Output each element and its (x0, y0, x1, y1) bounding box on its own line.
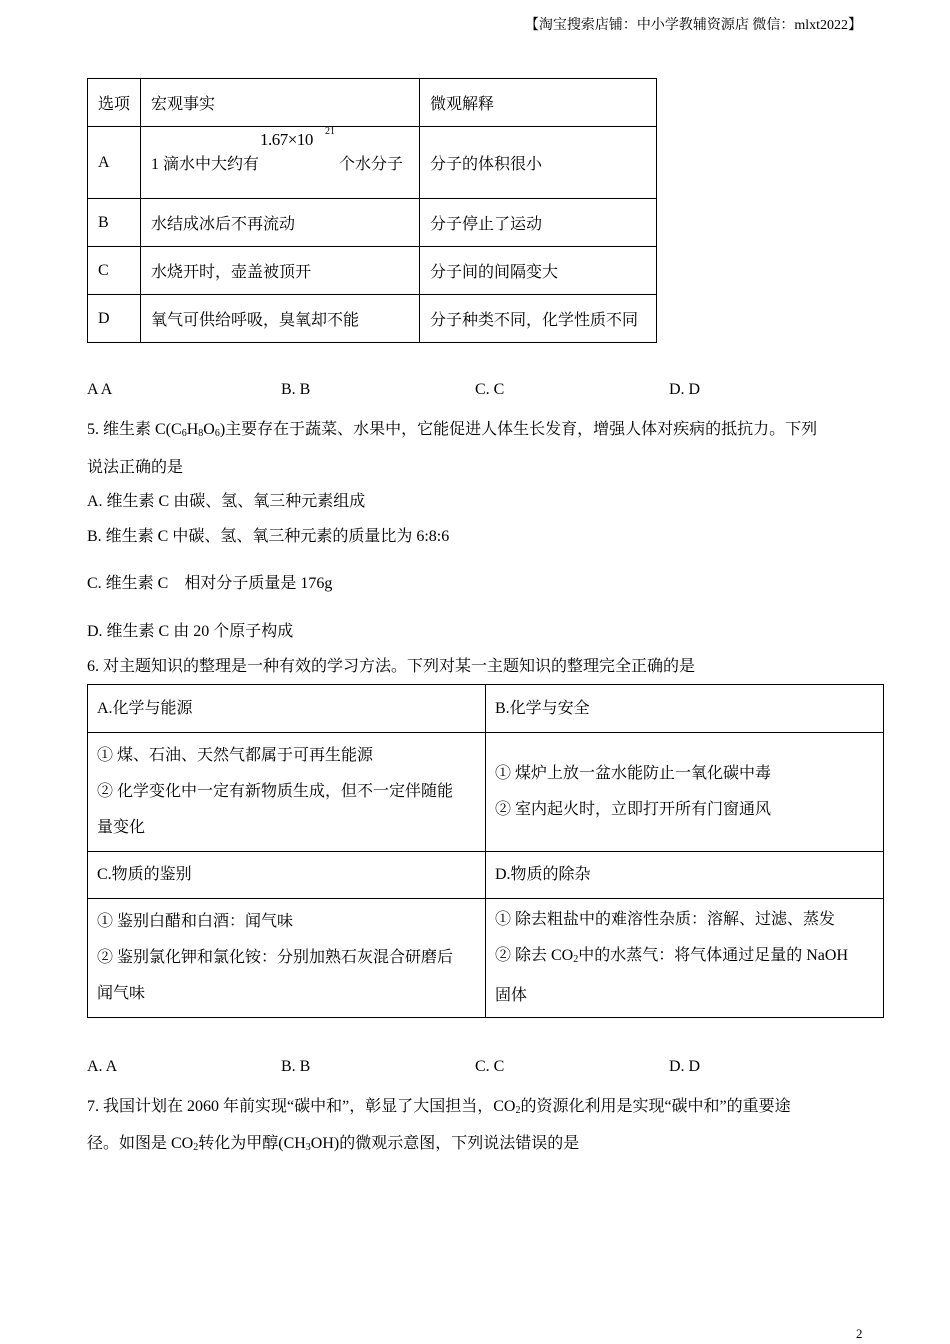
b-item2: ② 室内起火时，立即打开所有门窗通风 (495, 801, 772, 818)
option-cell: B (88, 199, 141, 247)
header-option: 选项 (88, 79, 141, 127)
subscript: 3 (305, 1142, 311, 1153)
c-item2-line2: 闻气味 (97, 985, 146, 1002)
subscript: 2 (573, 954, 579, 965)
page-number: 2 (856, 1326, 863, 1341)
q6-table (87, 684, 884, 1018)
q6-option-d: D. D (669, 1058, 701, 1075)
d-content (486, 899, 884, 1018)
number-exponent: 21 (325, 126, 336, 137)
table-row (88, 685, 884, 733)
explanation-cell: 分子间的间隔变大 (420, 247, 657, 295)
b-title: B.化学与安全 (486, 685, 884, 733)
table-row (88, 79, 657, 127)
fact-cell (141, 127, 420, 199)
option-cell: A (88, 127, 141, 199)
table-row (88, 852, 884, 899)
subscript: 6 (214, 428, 220, 439)
q7-l1-prefix: 7. 我国计划在 2060 年前实现“碳中和”，彰显了大国担当，CO (87, 1098, 516, 1115)
q5-option-c: C. 维生素 C 相对分子质量是 176g (87, 575, 333, 592)
table-row (88, 295, 657, 343)
q5-option-b: B. 维生素 C 中碳、氢、氧三种元素的质量比为 6:8:6 (87, 528, 450, 545)
q7-l2-prefix: 径。如图是 CO (87, 1135, 194, 1152)
fact-prefix: 1 滴水中大约有 (151, 156, 260, 173)
option-cell: C (88, 247, 141, 295)
table-row (88, 199, 657, 247)
q7-stem-line2 (87, 1130, 579, 1153)
explanation-cell: 分子的体积很小 (420, 127, 657, 199)
d-item2-line1 (495, 938, 874, 978)
q5-stem-suffix: )主要存在于蔬菜、水果中，它能促进人体生长发育，增强人体对疾病的抵抗力。下列 (219, 421, 818, 438)
q4-option-d: D. D (669, 381, 701, 398)
d-item1: ① 除去粗盐中的难溶性杂质：溶解、过滤、蒸发 (495, 911, 836, 928)
a-item2-line2: 量变化 (97, 819, 146, 836)
q7-l2-suffix: OH)的微观示意图，下列说法错误的是 (310, 1135, 580, 1152)
fact-suffix: 个水分子 (339, 156, 404, 173)
fact-cell: 氧气可供给呼吸，臭氧却不能 (141, 295, 420, 343)
table-row (88, 733, 884, 852)
q4-table (87, 78, 657, 343)
q7-l1-suffix: 的资源化利用是实现“碳中和”的重要途 (520, 1098, 791, 1115)
a-item1: ① 煤、石油、天然气都属于可再生能源 (97, 747, 374, 764)
subscript: 6 (181, 428, 187, 439)
a-title: A.化学与能源 (88, 685, 486, 733)
q5-option-d: D. 维生素 C 由 20 个原子构成 (87, 623, 294, 640)
scientific-number (259, 126, 339, 174)
subscript: 8 (198, 428, 204, 439)
q4-option-c: C. C (475, 381, 505, 398)
q4-option-b: B. B (281, 381, 311, 398)
fact-cell: 水烧开时，壶盖被顶开 (141, 247, 420, 295)
c-item2-line1: ② 鉴别氯化钾和氯化铵：分别加熟石灰混合研磨后 (97, 949, 454, 966)
table-row (88, 127, 657, 199)
d-item2-suffix: 中的水蒸气：将气体通过足量的 NaOH (578, 947, 849, 964)
number-base: 1.67×10 (260, 130, 313, 149)
q6-option-b: B. B (281, 1058, 311, 1075)
q5-stem-h: H (186, 421, 199, 438)
table-row (88, 899, 884, 1018)
d-item2-line2: 固体 (495, 987, 528, 1004)
a-content (88, 733, 486, 852)
c-title: C.物质的鉴别 (88, 852, 486, 899)
explanation-cell: 分子停止了运动 (420, 199, 657, 247)
q6-stem: 6. 对主题知识的整理是一种有效的学习方法。下列对某一主题知识的整理完全正确的是 (87, 658, 696, 675)
subscript: 2 (193, 1142, 199, 1153)
q6-option-a: A. A (87, 1058, 118, 1075)
a-item2-line1: ② 化学变化中一定有新物质生成，但不一定伴随能 (97, 783, 454, 800)
d-item2-prefix: ② 除去 CO (495, 947, 574, 964)
fact-cell: 水结成冰后不再流动 (141, 199, 420, 247)
q5-stem-line1 (87, 416, 817, 439)
q5-stem-o: O (203, 421, 215, 438)
q5-option-a: A. 维生素 C 由碳、氢、氧三种元素组成 (87, 493, 366, 510)
q6-option-c: C. C (475, 1058, 505, 1075)
q5-stem-line2: 说法正确的是 (87, 459, 184, 476)
q5-stem-prefix: 5. 维生素 C(C (87, 421, 182, 438)
b-item1: ① 煤炉上放一盆水能防止一氧化碳中毒 (495, 765, 772, 782)
d-title: D.物质的除杂 (486, 852, 884, 899)
option-cell: D (88, 295, 141, 343)
subscript: 2 (515, 1105, 521, 1116)
header-explanation: 微观解释 (420, 79, 657, 127)
b-content (486, 733, 884, 852)
explanation-cell: 分子种类不同，化学性质不同 (420, 295, 657, 343)
c-content (88, 899, 486, 1018)
c-item1: ① 鉴别白醋和白酒：闻气味 (97, 913, 294, 930)
q7-l2-mid: 转化为甲醇(CH (198, 1135, 306, 1152)
q4-option-a: A A (87, 381, 113, 398)
table-row (88, 247, 657, 295)
q7-stem-line1 (87, 1093, 791, 1116)
page-header: 【淘宝搜索店铺：中小学教辅资源店 微信：mlxt2022】 (524, 18, 862, 33)
header-fact: 宏观事实 (141, 79, 420, 127)
